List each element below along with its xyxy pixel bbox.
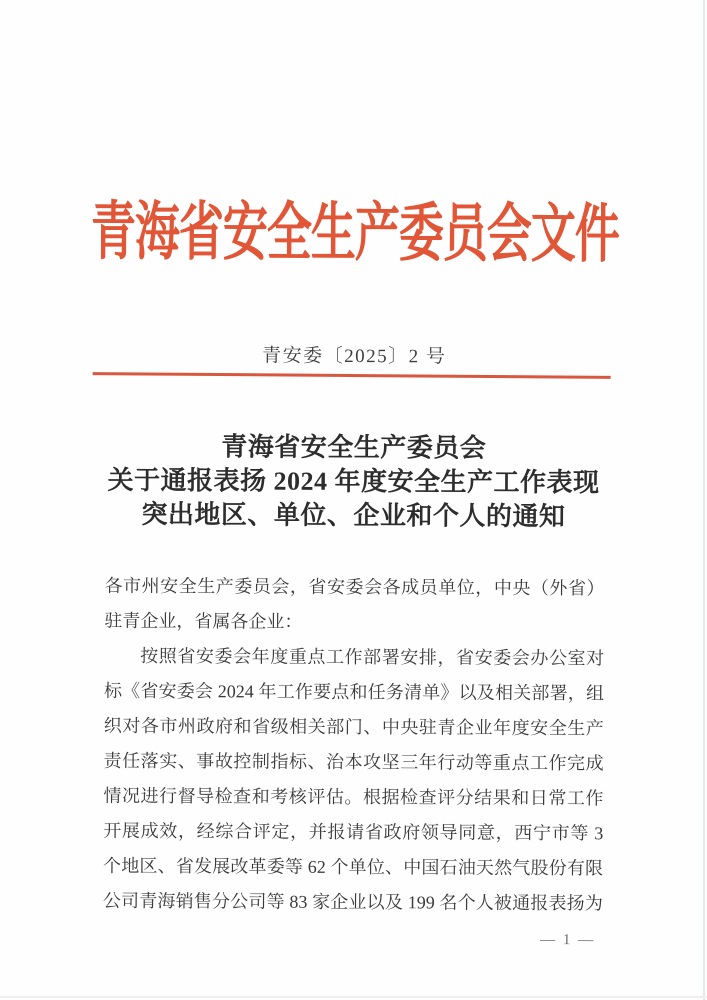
body-line: 驻青企业，省属各企业： [104, 610, 303, 632]
body-line: 个地区、省发展改革委等 62 个单位、中国石油天然气股份有限 [103, 855, 604, 879]
body-line: 各市州安全生产委员会，省安委会各成员单位，中央（外省） [104, 575, 605, 599]
body-line: 情况进行督导检查和考核评估。根据检查评分结果和日常工作 [103, 785, 604, 809]
body-line: 公司青海销售分公司等 83 家企业以及 199 名个人被通报表扬为 [102, 890, 603, 914]
body-line: 织对各市州政府和省级相关部门、中央驻青企业年度安全生产 [103, 715, 604, 739]
body-line: 开展成效，经综合评定，并报请省政府领导同意，西宁市等 3 [103, 820, 604, 844]
notice-title-line-1: 青海省安全生产委员会 [221, 432, 487, 463]
notice-title [90, 430, 618, 535]
document-header-title: 青海省安全生产委员会文件 [90, 196, 620, 271]
body-line: 按照省安委会年度重点工作部署安排，省安委会办公室对 [140, 645, 605, 669]
document-number: 青安委〔2025〕2 号 [262, 345, 447, 368]
body-line: 标《省安委会 2024 年工作要点和任务清单》以及相关部署，组 [103, 680, 605, 704]
red-divider-line [93, 372, 611, 379]
page-number: — 1 — [540, 931, 596, 949]
notice-title-line-3: 突出地区、单位、企业和个人的通知 [141, 499, 566, 532]
body-line: 责任落实、事故控制指标、治本攻坚三年行动等重点工作完成 [103, 750, 604, 774]
notice-title-line-2: 关于通报表扬 2024 年度安全生产工作表现 [107, 465, 600, 498]
body-text [103, 569, 605, 922]
